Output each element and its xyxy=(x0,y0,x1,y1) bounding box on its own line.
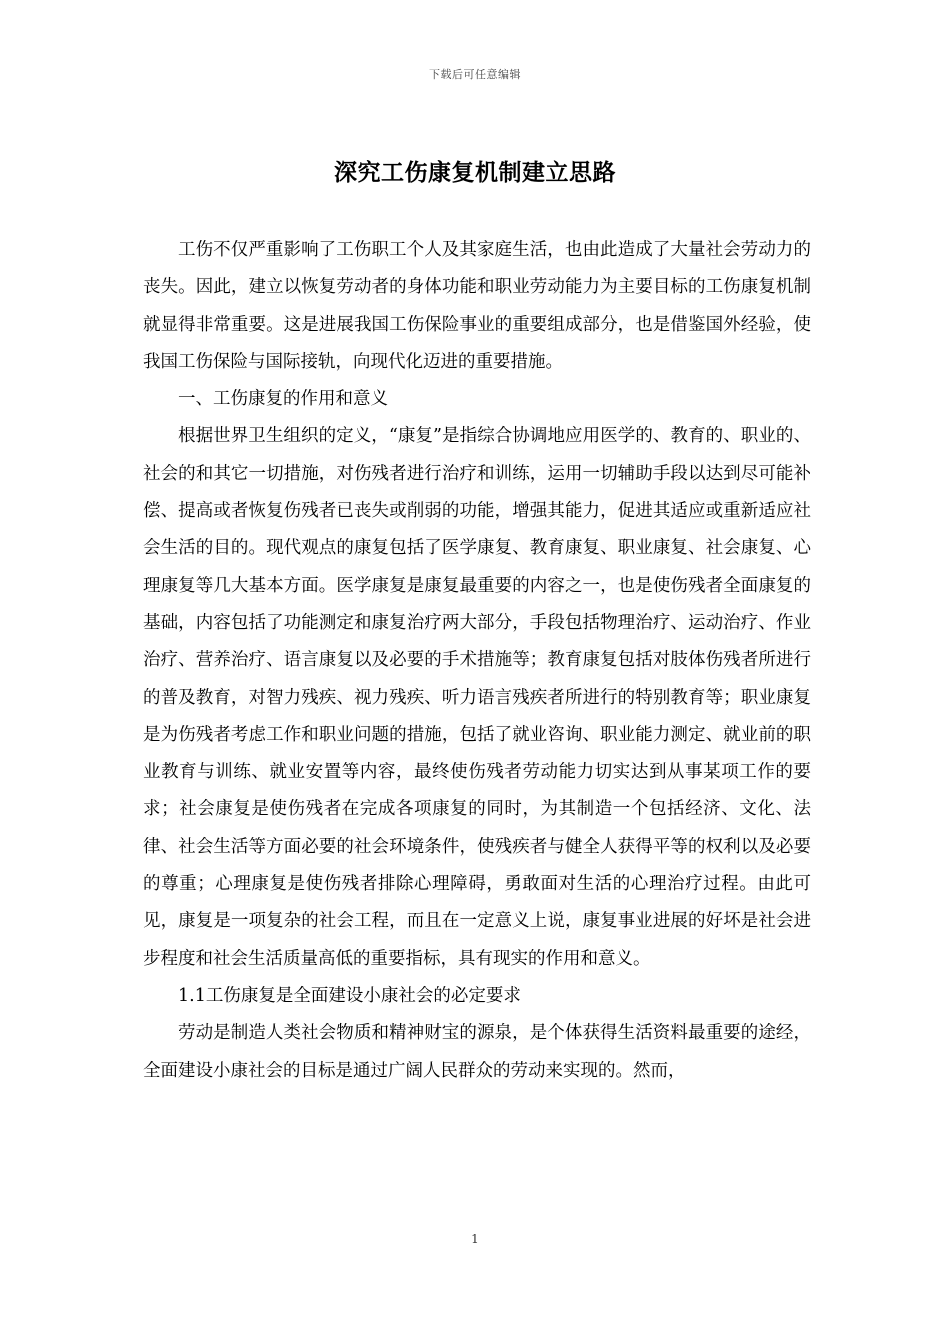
page-header: 下载后可任意编辑 xyxy=(429,68,521,81)
paragraph-definition: 根据世界卫生组织的定义，“康复”是指综合协调地应用医学的、教育的、职业的、社会的和其它一切措施，对伤残者进行治疗和训练，运用一切辅助手段以达到尽可能补偿、提高或者恢复伤残者已丧失或削弱的功能，增强其能力，促进其适应或重新适应社会生活的目的。现代观点的康复包括了医学康复、教育康复、职业康复、社会康复、心理康复等几大基本方面。医学康复是康复最重要的内容之一，也是使伤残者全面康复的基础，内容包括了功能测定和康复治疗两大部分，手段包括物理治疗、运动治疗、作业治疗、营养治疗、语言康复以及必要的手术措施等；教育康复包括对肢体伤残者所进行的普及教育，对智力残疾、视力残疾、听力语言残疾者所进行的特别教育等；职业康复是为伤残者考虑工作和职业问题的措施，包括了就业咨询、职业能力测定、就业前的职业教育与训练、就业安置等内容，最终使伤残者劳动能力切实达到从事某项工作的要求；社会康复是使伤残者在完成各项康复的同时，为其制造一个包括经济、文化、法律、社会生活等方面必要的社会环境条件，使残疾者与健全人获得平等的权利以及必要的尊重；心理康复是使伤残者排除心理障碍，勇敢面对生活的心理治疗过程。由此可见，康复是一项复杂的社会工程，而且在一定意义上说，康复事业进展的好坏是社会进步程度和社会生活质量高低的重要指标，具有现实的作用和意义。 xyxy=(143,426,811,969)
subsection-heading-1-1: 1.1工伤康复是全面建设小康社会的必定要求 xyxy=(178,985,521,1006)
document-title: 深究工伤康复机制建立思路 xyxy=(334,159,616,186)
paragraph-labor: 劳动是制造人类社会物质和精神财宝的源泉，是个体获得生活资料最重要的途经，全面建设小康社会的目标是通过广阔人民群众的劳动来实现的。然而， xyxy=(143,1023,811,1081)
page-number: 1 xyxy=(471,1232,479,1246)
section-heading-1: 一、工伤康复的作用和意义 xyxy=(178,389,388,410)
paragraph-intro: 工伤不仅严重影响了工伤职工个人及其家庭生活，也由此造成了大量社会劳动力的丧失。因此，建立以恢复劳动者的身体功能和职业劳动能力为主要目标的工伤康复机制就显得非常重要。这是进展我国工伤保险事业的重要组成部分，也是借鉴国外经验，使我国工伤保险与国际接轨，向现代化迈进的重要措施。 xyxy=(143,240,811,372)
document-body xyxy=(143,232,811,1090)
